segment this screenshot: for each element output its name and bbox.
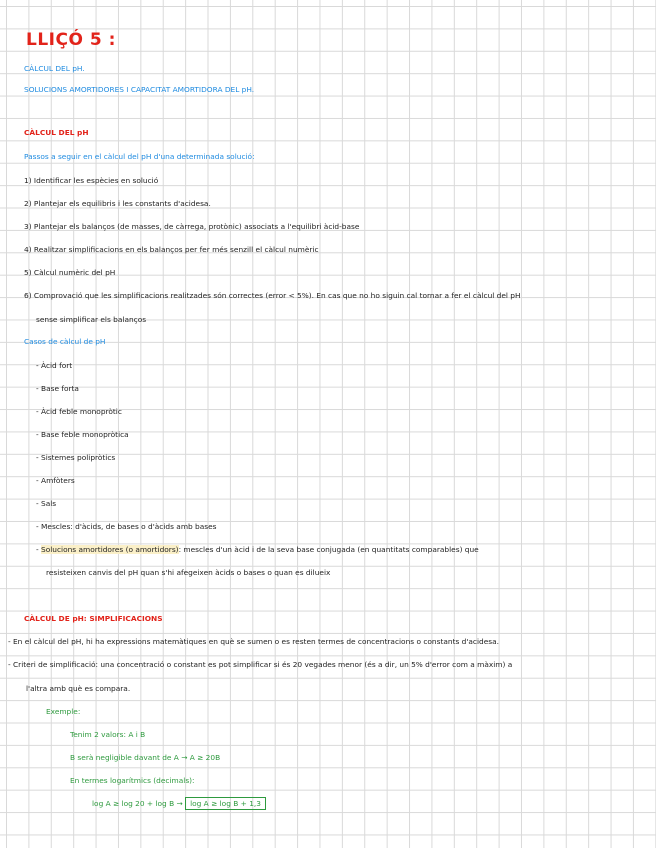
step-6: 6) Comprovació que les simplificacions realitzades són correctes (error < 5%). En cas que no ho siguin cal tornar a fer el càlcul del pH [24,291,521,300]
buffer-definition-continued: resisteixen canvis del pH quan s'hi afegeixen àcids o bases o quan es dilueix [46,568,331,577]
step-1: 1) Identificar les espècies en solució [24,176,159,185]
section-heading-ph: CÀLCUL DEL pH [24,128,89,137]
case-strong-acid: - Àcid fort [36,361,73,370]
log-inequality: log A ≥ log 20 + log B → [92,799,183,808]
cases-heading: Casos de càlcul de pH [24,337,106,346]
case-salts: - Sals [36,499,57,508]
case-amphoteric: - Amfòters [36,476,75,485]
simplification-bullet-2-continued: l'altra amb què es compara. [26,684,131,693]
step-5: 5) Càlcul numèric del pH [24,268,116,277]
section-heading-simplifications: CÀLCUL DE pH: SIMPLIFICACIONS [24,614,163,623]
case-strong-base: - Base forta [36,384,79,393]
example-label: Exemple: [46,707,81,716]
example-line-3: En termes logarítmics (decimals): [70,776,195,785]
simplification-bullet-1: - En el càlcul del pH, hi ha expressions matemàtiques en què se sumen o es resten termes de concentracions o constants d'acidesa. [8,637,499,646]
step-3: 3) Plantejar els balanços (de masses, de càrrega, protònic) associats a l'equilibri àcid-base [24,222,360,231]
case-mixtures: - Mescles: d'àcids, de bases o d'àcids amb bases [36,522,217,531]
boxed-result: log A ≥ log B + 1,3 [185,797,266,810]
simplification-bullet-2: - Criteri de simplificació: una concentració o constant es pot simplificar si és 20 vegades menor (és a dir, un 5% d'error com a màxim) a [8,660,513,669]
subtitle-ph-calc: CÀLCUL DEL pH. [24,64,85,73]
lesson-title: LLIÇÓ 5 : [26,30,116,50]
example-line-4 [92,799,266,809]
step-4: 4) Realitzar simplificacions en els balanços per fer més senzill el càlcul numèric [24,245,319,254]
case-weak-base: - Base feble monopròtica [36,430,129,439]
buffer-highlight: Solucions amortidores (o amortidors) [41,545,179,554]
example-line-2: B serà negligible davant de A → A ≥ 20B [70,753,221,762]
case-polyprotic: - Sistemes polipròtics [36,453,116,462]
subtitle-buffers: SOLUCIONS AMORTIDORES I CAPACITAT AMORTIDORA DEL pH. [24,85,255,94]
steps-intro: Passos a seguir en el càlcul del pH d'una determinada solució: [24,152,255,161]
buffer-definition: : mescles d'un àcid i de la seva base conjugada (en quantitats comparables) que [178,545,479,554]
step-2: 2) Plantejar els equilibris i les constants d'acidesa. [24,199,211,208]
example-line-1: Tenim 2 valors: A i B [70,730,146,739]
step-6-continued: sense simplificar els balanços [36,315,147,324]
case-weak-acid: - Àcid feble monopròtic [36,407,122,416]
case-buffers: - Solucions amortidores (o amortidors): mescles d'un àcid i de la seva base conjugada (en quantitats comparables) que [36,545,479,554]
